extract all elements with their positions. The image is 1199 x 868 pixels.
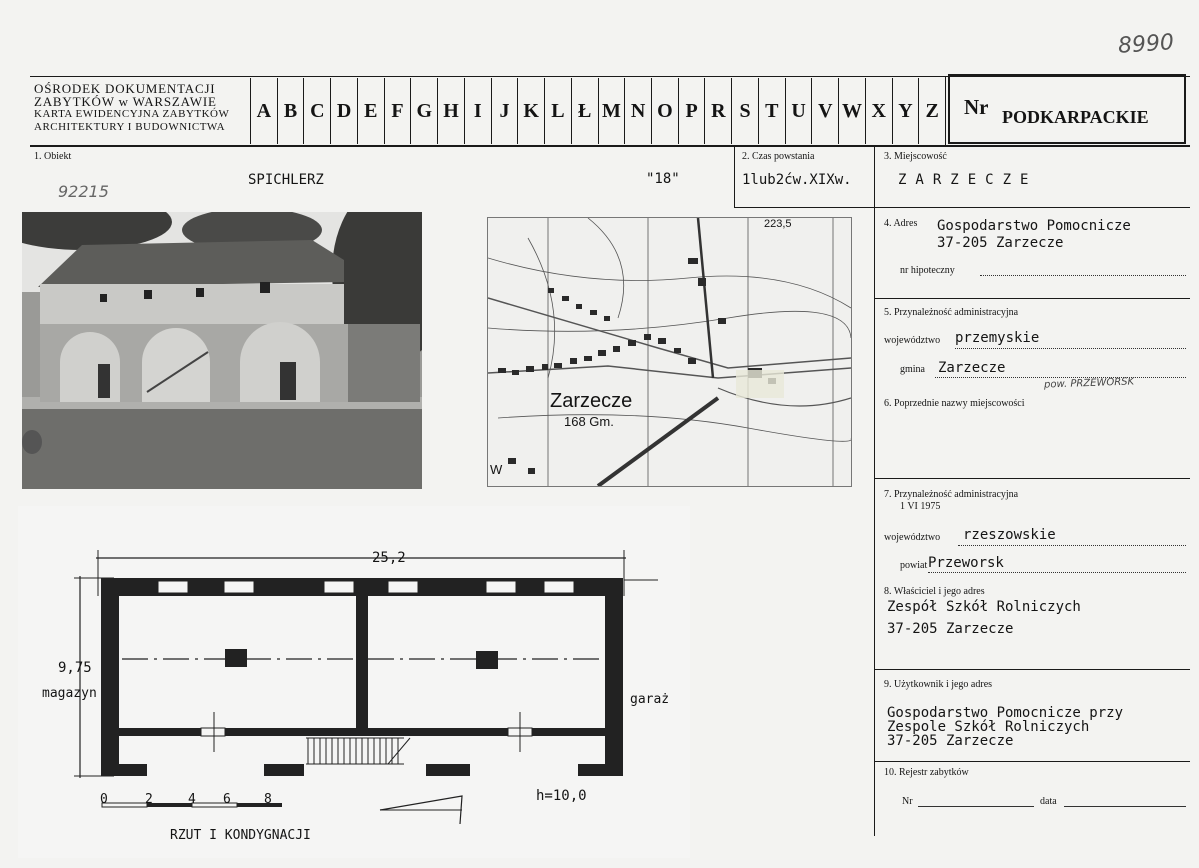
letter-cell: M: [598, 78, 625, 144]
scale-tick-0: 0: [100, 792, 108, 807]
gmina-note: pow. PRZEWORSK: [1043, 376, 1135, 391]
powiat-value: Przeworsk: [928, 555, 1004, 571]
map-spot-height: 223,5: [764, 218, 792, 230]
wojewodztwo-2-value: rzeszowskie: [963, 527, 1056, 543]
poprzednie-label: 6. Poprzednie nazwy miejscowości: [884, 398, 1025, 409]
przynaleznosc-2-date: 1 VI 1975: [900, 501, 941, 512]
letter-cell: Y: [892, 78, 919, 144]
map-place-label: Zarzecze: [550, 390, 633, 412]
letter-cell: L: [544, 78, 571, 144]
letter-cell: N: [624, 78, 651, 144]
przynaleznosc-label: 5. Przynależność administracyjna: [884, 307, 1019, 318]
scale-tick-4: 4: [188, 792, 196, 807]
obiekt-number: "18": [646, 171, 680, 187]
gmina-value: Zarzecze: [938, 360, 1006, 376]
przynaleznosc-2-label: 7. Przynależność administracyjna: [884, 489, 1019, 500]
building-photo: [22, 212, 422, 489]
uzytkownik-line-1: Gospodarstwo Pomocnicze przy: [887, 705, 1124, 721]
letter-cell: E: [357, 78, 384, 144]
letter-cell: U: [785, 78, 812, 144]
letter-cell: V: [811, 78, 838, 144]
letter-cell: S: [731, 78, 758, 144]
wlasciciel-line-2: 37-205 Zarzecze: [887, 621, 1014, 637]
letter-cell: A: [250, 78, 277, 144]
right-room-label: garaż: [630, 692, 670, 707]
miejscowosc-value: ZARZECZE: [898, 172, 1038, 188]
czas-value: 1lub2ćw.XIXw.: [742, 172, 852, 188]
scale-tick-2: 2: [145, 792, 153, 807]
left-room-label: magazyn: [42, 686, 97, 701]
powiat-label: powiat: [900, 560, 928, 571]
hipoteczny-label: nr hipoteczny: [900, 265, 955, 276]
letter-cell: K: [517, 78, 544, 144]
obiekt-value: SPICHLERZ: [248, 172, 324, 188]
adres-line-2: 37-205 Zarzecze: [937, 235, 1064, 251]
letter-cell: C: [303, 78, 330, 144]
obiekt-label: 1. Obiekt: [34, 151, 72, 162]
letter-cell: W: [838, 78, 865, 144]
alphabet-index: [250, 78, 945, 144]
letter-cell: R: [704, 78, 731, 144]
uzytkownik-line-2: Zespole Szkół Rolniczych: [887, 719, 1090, 735]
letter-cell: P: [678, 78, 705, 144]
czas-label: 2. Czas powstania: [742, 151, 815, 162]
org-name: OŚRODEK DOKUMENTACJI ZABYTKÓW w WARSZAWIE KARTA EWIDENCYJNA ZABYTKÓW ARCHITEKTURY I BUDOWNICTWA: [34, 81, 230, 133]
wlasciciel-line-1: Zespół Szkół Rolniczych: [887, 599, 1081, 615]
map-w-label: W: [490, 462, 503, 477]
depth-dimension: 9,75: [58, 660, 92, 676]
height-note: h=10,0: [536, 788, 587, 804]
letter-cell: B: [277, 78, 304, 144]
archive-number: 8990: [1117, 30, 1175, 59]
wojewodztwo-1-label: województwo: [884, 335, 941, 346]
adres-line-1: Gospodarstwo Pomocnicze: [937, 218, 1131, 234]
region-name: PODKARPACKIE: [1002, 107, 1149, 127]
letter-cell: I: [464, 78, 491, 144]
width-dimension: 25,2: [372, 550, 406, 566]
rejestr-label: 10. Rejestr zabytków: [884, 767, 969, 778]
gmina-label: gmina: [900, 364, 925, 375]
plan-caption: RZUT I KONDYGNACJI: [170, 828, 311, 843]
location-map: [487, 217, 852, 487]
rejestr-data-label: data: [1040, 796, 1057, 807]
wojewodztwo-1-value: przemyskie: [955, 330, 1040, 346]
letter-cell: Z: [918, 78, 945, 144]
letter-cell: O: [651, 78, 678, 144]
wlasciciel-label: 8. Właściciel i jego adres: [884, 586, 985, 597]
floor-plan: [18, 506, 690, 858]
letter-cell: J: [491, 78, 518, 144]
scale-tick-6: 6: [223, 792, 231, 807]
letter-cell: D: [330, 78, 357, 144]
adres-label: 4. Adres: [884, 218, 918, 229]
wojewodztwo-2-label: województwo: [884, 532, 941, 543]
handwritten-number: 92215: [58, 182, 109, 201]
rejestr-nr-label: Nr: [902, 796, 913, 807]
letter-cell: Ł: [571, 78, 598, 144]
miejscowosc-label: 3. Miejscowość: [884, 151, 947, 162]
letter-cell: T: [758, 78, 785, 144]
letter-cell: H: [437, 78, 464, 144]
map-elevation-label: 168 Gm.: [564, 414, 614, 429]
nr-label: Nr: [964, 95, 989, 119]
letter-cell: G: [410, 78, 437, 144]
uzytkownik-line-3: 37-205 Zarzecze: [887, 733, 1014, 749]
scale-tick-8: 8: [264, 792, 272, 807]
letter-cell: F: [384, 78, 411, 144]
uzytkownik-label: 9. Użytkownik i jego adres: [884, 679, 993, 690]
letter-cell: X: [865, 78, 892, 144]
